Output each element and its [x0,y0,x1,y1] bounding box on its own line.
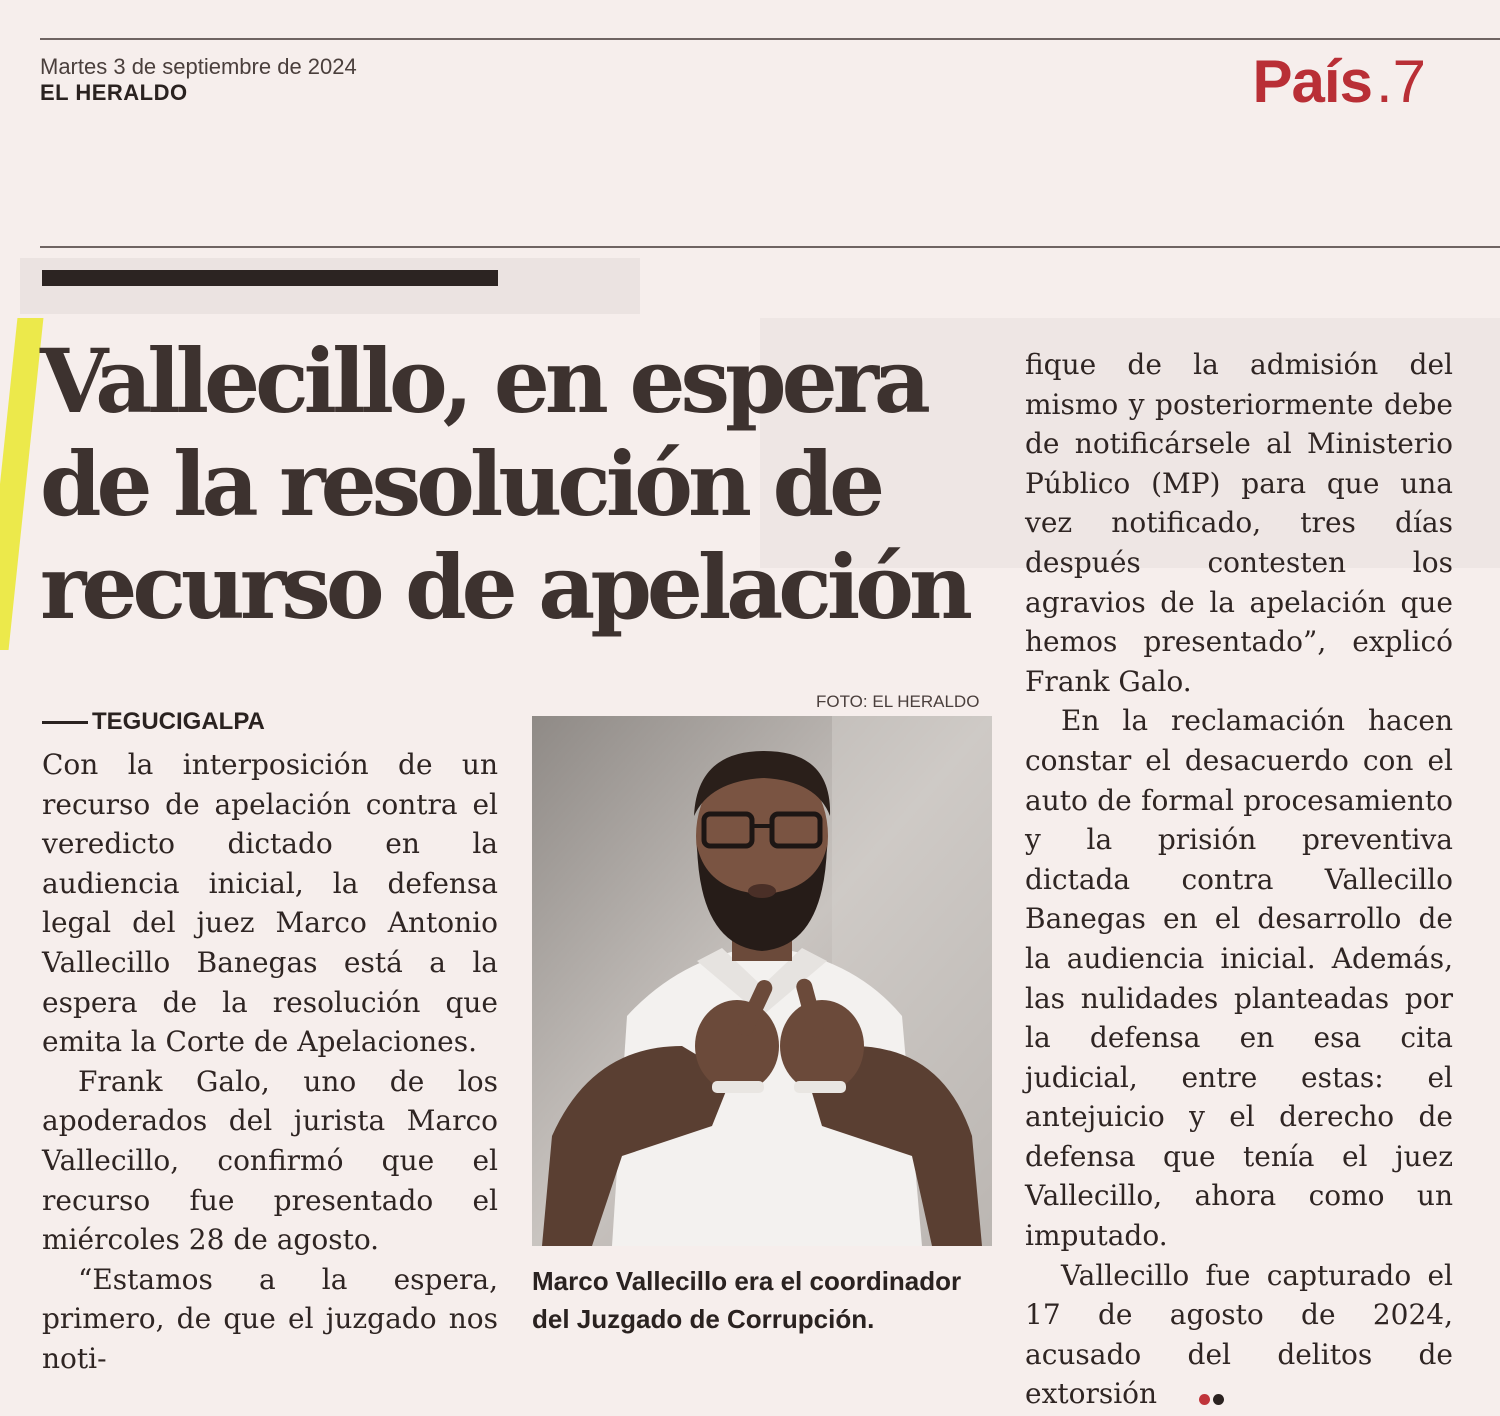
paragraph: Frank Galo, uno de los apoderados del jurista Marco Vallecillo, confirmó que el recurso fue presentado el miércoles 28 de agosto. [42,1064,498,1257]
section-rule [40,246,1500,248]
page-number: .7 [1375,48,1426,115]
highlighter-mark [0,318,43,650]
masthead-paper-name: EL HERALDO [40,80,188,105]
paragraph: Vallecillo fue capturado el 17 de agosto de 2024, acusado del delitos de extorsión [1025,1256,1453,1416]
section-label [1252,48,1426,115]
headline [40,330,1000,639]
headline-line: de la resolución de [40,432,881,536]
bleed-through-shade [20,258,640,314]
headline-line: recurso de apelación [40,535,968,639]
news-photo [532,716,992,1246]
body-column-3 [1025,345,1453,1416]
paragraph: fique de la admisión del mismo y posteriormente debe de notificársele al Ministerio Público (MP) para que una vez notificado, tres días después contesten los agravios de la apelación que hemos presentado”, explicó Frank Galo. [1025,348,1453,698]
top-rule [40,38,1500,40]
paragraph: Con la interposición de un recurso de apelación contra el veredicto dictado en la audiencia inicial, la defensa legal del juez Marco Antonio Vallecillo Banegas está a la espera de la resolución que emita la Corte de Apelaciones. [42,748,498,1059]
masthead-date: Martes 3 de septiembre de 2024 [40,54,357,79]
headline-line: Vallecillo, en espera [40,329,926,433]
paragraph: “Estamos a la espera, primero, de que el juzgado nos noti- [42,1262,498,1375]
dateline: TEGUCIGALPA [42,708,265,736]
photo-credit: FOTO: EL HERALDO [816,692,980,711]
kicker-bar [42,270,498,286]
photo-caption: Marco Vallecillo era el coordinador del Juzgado de Corrupción. [532,1266,962,1334]
body-column-1 [42,745,498,1379]
paragraph: En la reclamación hacen constar el desacuerdo con el auto de formal procesamiento y la prisión preventiva dictada contra Vallecillo Banegas en el desarrollo de la audiencia inicial. Además, las nulidades planteadas por la defensa en esa cita judicial, entre estas: el antejuicio y el derecho de defensa que tenía el juez Vallecillo, ahora como un imputado. [1025,704,1453,1253]
section-name: País [1252,48,1372,115]
end-of-story-dots-icon [1163,1376,1227,1416]
